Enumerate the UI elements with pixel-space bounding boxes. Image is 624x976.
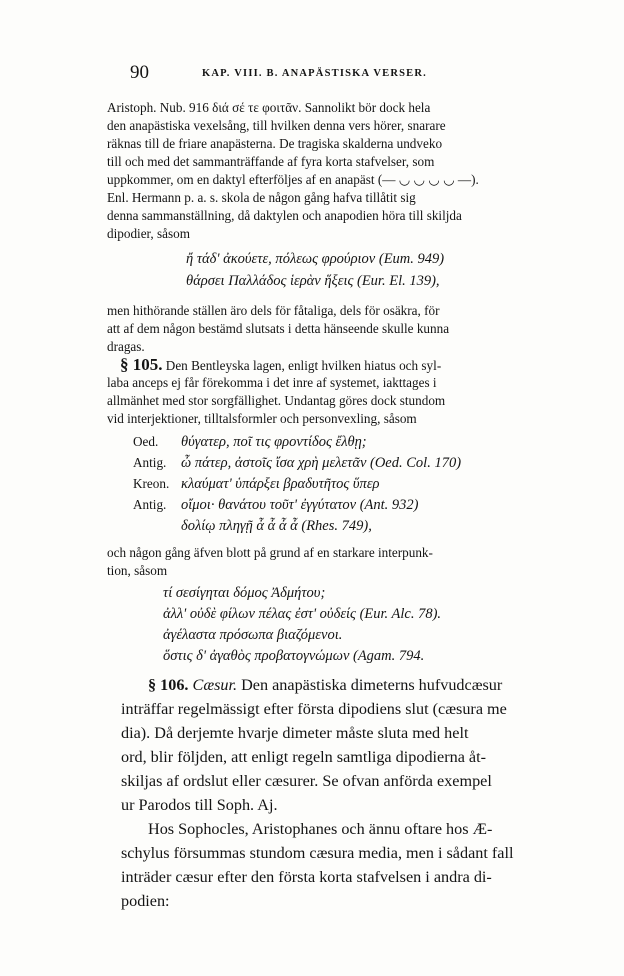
greek-quote-line: ὅστις δ' ἀγαθὸς προβατογνώμων (Agam. 794.	[163, 648, 425, 664]
section-mark: § 106.	[148, 676, 189, 694]
paragraph-line: räknas till de friare anapästerna. De tragiska skalderna undveko	[107, 136, 443, 151]
paragraph-line: inträder cæsur efter den första korta stafvelsen i andra di-	[121, 868, 492, 886]
paragraph-line: tion, såsom	[107, 563, 168, 578]
paragraph-line: inträffar regelmässigt efter första dipodiens slut (cæsura me	[121, 700, 507, 718]
paragraph-line: laba anceps ej får förekomma i det inre af systemet, iakttages i	[107, 375, 437, 390]
greek-quote-line: τί σεσίγηται δόμος Ἀδμήτου;	[163, 585, 326, 601]
greek-verse: ὦ πάτερ, ἀστοῖς ἴσα χρὴ μελετᾶν (Oed. Col. 170)	[181, 455, 462, 471]
paragraph-line: Enl. Hermann p. a. s. skola de någon gång hafva tillåtit sig	[107, 190, 416, 205]
paragraph-line: schylus försummas stundom cæsura media, men i sådant fall	[121, 844, 514, 862]
section-mark: § 105.	[120, 355, 163, 374]
paragraph-line: ur Parodos till Soph. Aj.	[121, 796, 278, 814]
greek-verse: κλαύματ' ὑπάρξει βραδυτῆτος ὕπερ	[181, 476, 380, 492]
paragraph-line: ord, blir följden, att enligt regeln samtliga dipodierna åt-	[121, 748, 487, 766]
paragraph-line: uppkommer, om en daktyl efterföljes af en anapäst (— ◡ ◡ ◡ ◡ —).	[107, 172, 479, 187]
section-title: Cæsur.	[192, 676, 238, 694]
dialogue-line	[133, 475, 380, 493]
paragraph-line: Hos Sophocles, Aristophanes och ännu oftare hos Æ-	[148, 820, 493, 838]
dialogue-line	[133, 517, 372, 535]
section-105-first-line	[120, 355, 441, 375]
paragraph-text: Den Bentleyska lagen, enligt hvilken hiatus och syl-	[165, 358, 442, 373]
speaker-label: Antig.	[133, 455, 167, 470]
paragraph-line: denna sammanställning, då daktylen och anapodien höra till skiljda	[107, 208, 462, 223]
paragraph-line: och någon gång äfven blott på grund af en starkare interpunk-	[107, 545, 433, 560]
dialogue-line	[133, 433, 367, 451]
greek-quote-line: θάρσει Παλλάδος ἱερὰν ἥξεις (Eur. El. 139),	[186, 273, 440, 289]
greek-quote-line: ἀλλ' οὐδὲ φίλων πέλας ἐστ' οὐδείς (Eur. Alc. 78).	[163, 606, 442, 622]
paragraph-line: att af dem någon bestämd slutsats i detta hänseende skulle kunna	[107, 321, 450, 336]
paragraph-line: dipodier, såsom	[107, 226, 190, 241]
page-number: 90	[130, 62, 149, 83]
paragraph-line: Aristoph. Nub. 916 διά σέ τε φοιτᾶν. Sannolikt bör dock hela	[107, 100, 431, 115]
greek-quote-line: ἀγέλαστα πρόσωπα βιαζόμενοι.	[163, 627, 343, 643]
paragraph-text: Den anapästiska dimeterns hufvudcæsur	[241, 676, 503, 694]
dialogue-line	[133, 496, 419, 514]
greek-verse: οἴμοι· θανάτου τοῦτ' ἐγγύτατον (Ant. 932)	[181, 497, 419, 513]
paragraph-line: vid interjektioner, tilltalsformler och personvexling, såsom	[107, 411, 417, 426]
greek-verse: θύγατερ, ποῖ τις φροντίδος ἔλθῃ;	[181, 434, 367, 450]
paragraph-line: dragas.	[107, 339, 145, 354]
paragraph-line: den anapästiska vexelsång, till hvilken denna vers hörer, snarare	[107, 118, 446, 133]
speaker-label: Antig.	[133, 497, 167, 512]
paragraph-line: podien:	[121, 892, 170, 910]
page-header	[130, 62, 530, 88]
section-106-first-line	[148, 676, 502, 695]
greek-verse: δολίῳ πληγῇ ἆ ἆ ἆ ἆ (Rhes. 749),	[181, 518, 372, 534]
dialogue-line	[133, 454, 461, 472]
paragraph-line: dia). Då derjemte hvarje dimeter måste sluta med helt	[121, 724, 469, 742]
paragraph-line: allmänhet med stor sorgfällighet. Undantag göres dock stundom	[107, 393, 446, 408]
speaker-label: Kreon.	[133, 476, 170, 491]
speaker-label: Oed.	[133, 434, 159, 449]
paragraph-line: men hithörande ställen äro dels för fåtaliga, dels för osäkra, för	[107, 303, 440, 318]
paragraph-line: till och med det sammanträffande af fyra korta stafvelser, som	[107, 154, 435, 169]
running-title: KAP. VIII. B. ANAPÄSTISKA VERSER.	[202, 68, 427, 79]
paragraph-line: skiljas af ordslut eller cæsurer. Se ofvan anförda exempel	[121, 772, 492, 790]
greek-quote-line: ἤ τάδ' ἀκούετε, πόλεως φρούριον (Eum. 949)	[186, 251, 445, 267]
